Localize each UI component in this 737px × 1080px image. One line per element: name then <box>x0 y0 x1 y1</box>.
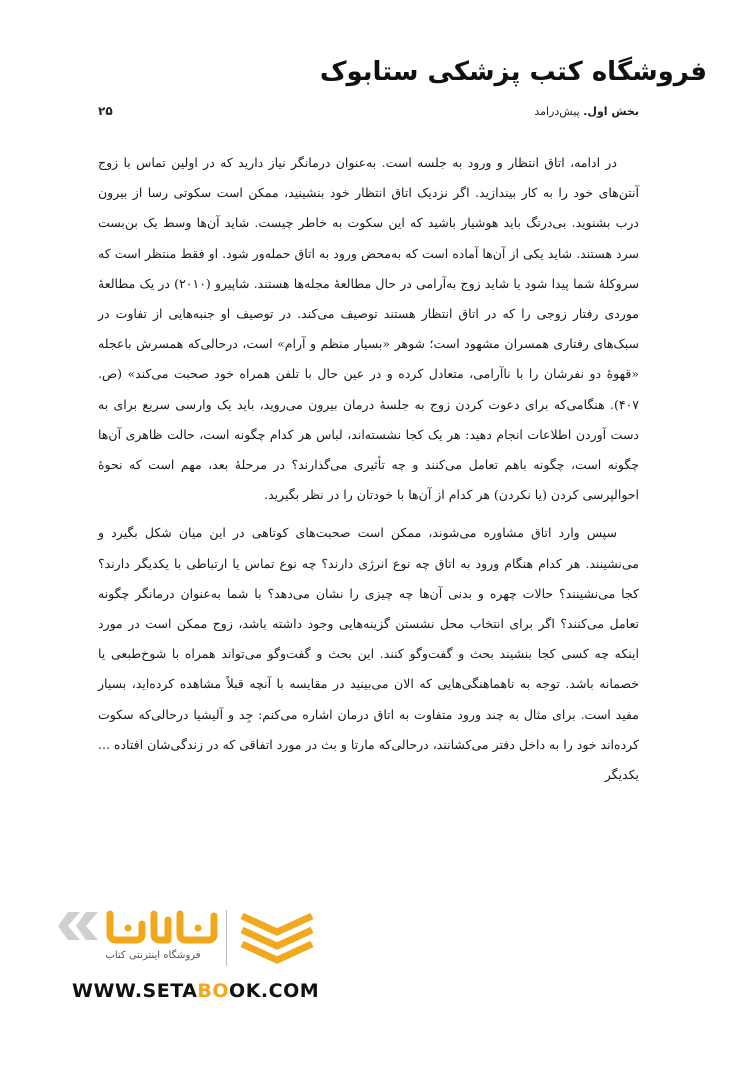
url-suffix: OK.COM <box>229 980 320 1002</box>
section-name: بخش اول. <box>583 104 639 118</box>
logo-divider <box>226 910 227 966</box>
section-title <box>534 105 639 118</box>
paragraph: سپس وارد اتاق مشاوره می‌شوند، ممکن است صحبت‌های کوتاهی در این میان شکل بگیرد و می‌نشینند. هر کدام هنگام ورود به اتاق چه نوع انرژی دارند؟ چه نوع تماس یا ارتباطی با یکدیگر دارند؟ کجا می‌نشینند؟ حالات چهره و بدنی آن‌ها چه چیزی را نشان می‌دهد؟ با شما به‌عنوان درمانگر چگونه تعامل می‌کنند؟ اگر برای انتخاب محل نشستن گزینه‌هایی وجود داشته باشد، زوج ممکن است در مورد اینکه چه کسی کجا بنشیند بحث و گفت‌وگو کنند. این بحث و گفت‌وگو می‌تواند همراه با شوخ‌طبعی یا خصمانه باشد. توجه به ناهماهنگی‌هایی که الان می‌بینید در مقایسه با آنچه قبلاً مشاهده کرده‌اید، بسیار مفید است. برای مثال به چند ورود متفاوت به اتاق درمان اشاره می‌کنم: جِد و آلیشیا درحالی‌که سکوت کرده‌اند خود را به داخل دفتر می‌کشانند، درحالی‌که مارتا و بث در مورد اتفاقی که در زندگی‌شان افتاده ... یکدیگر <box>98 525 639 783</box>
site-url[interactable] <box>72 980 372 1002</box>
setabook-wordmark-logo <box>58 904 228 950</box>
url-prefix: WWW.SETA <box>72 980 198 1002</box>
book-chevron-icon <box>236 908 318 966</box>
logo-tagline: فروشگاه اینترنتی کتاب <box>105 950 201 961</box>
store-title: فروشگاه کتب پزشکی ستابوک <box>319 57 707 87</box>
body-text <box>98 148 639 798</box>
setabook-logo <box>58 904 318 972</box>
paragraph: در ادامه، اتاق انتظار و ورود به جلسه است. به‌عنوان درمانگر نیاز دارید که در اولین تماس با زوج آنتن‌های خود را به کار بیندازید. اگر نزدیک اتاق انتظار خود بنشینید، ممکن است سکوتی رسا از بیرون درب بشنوید. بی‌درنگ باید هوشیار باشید که این سکوت به خاطر چیست. شاید آن‌ها وسط یک بن‌بست سرد هستند. شاید یکی از آن‌ها آماده است که به‌محض ورود به اتاق حمله‌ور شود. او فقط منتظر است که سرو‌کلهٔ شما پیدا شود یا شاید زوج به‌آرامی در حال مطالعهٔ مجله‌ها هستند. شاپیرو (۲۰۱۰) در یک مطالعهٔ موردی رفتار زوجی را که در اتاق انتظار هستند توصیف می‌کند. در توصیف او جنبه‌هایی از تفاوت در سبک‌های رفتاری همسران مشهود است؛ شوهر «بسیار منظم و آرام» است، درحالی‌که همسرش باعجله «قهوهٔ دو نفرشان را با ناآرامی، متعادل کرده و در عین حال با تلفن همراه خود صحبت می‌کند» (ص. ۴۰۷). هنگامی‌که برای دعوت کردن زوج به جلسهٔ درمان بیرون می‌روید، باید یک وارسی سریع برای به دست آوردن اطلاعات انجام دهید: هر یک کجا نشسته‌اند، لباس هر کدام چگونه است، حالت ظاهری آن‌ها چگونه است، چگونه باهم تعامل می‌کنند و چه تأثیری می‌گذارند؟ در مرحلهٔ بعد، مهم است که نحوهٔ احوالپرسی کردن (یا نکردن) هر کدام از آن‌ها با خودتان را در نظر بگیرید. <box>98 155 639 503</box>
url-accent: BO <box>197 980 230 1002</box>
running-head <box>98 100 639 122</box>
page-number: ۲۵ <box>98 104 113 118</box>
section-subtitle: پیش‌درامد <box>534 104 580 118</box>
